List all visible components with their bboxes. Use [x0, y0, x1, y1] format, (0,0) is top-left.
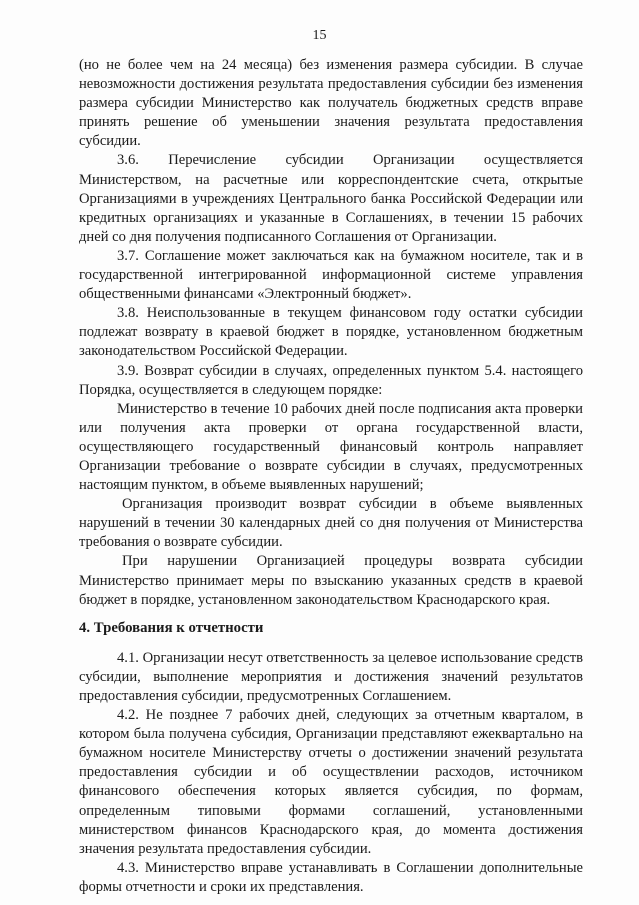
paragraph-3-6: 3.6. Перечисление субсидии Организации осуществляется Министерством, на расчетные или корреспондентские счета, открытые Организациями в учреждениях Центрального банка Российской Федерации или кредитных организациях и указанные в Соглашениях, в течении 15 рабочих дней со дня получения подписанного Соглашения от Организации.	[79, 152, 583, 245]
section-heading: 4. Требования к отчетности	[79, 619, 264, 636]
paragraph-4-3: 4.3. Министерство вправе устанавливать в Соглашении дополнительные формы отчетности и сроки их представления.	[79, 859, 583, 895]
paragraph-3-9: 3.9. Возврат субсидии в случаях, определенных пунктом 5.4. настоящего Порядка, осуществляется в следующем порядке:	[79, 362, 583, 398]
paragraph-continuation: (но не более чем на 24 месяца) без изменения размера субсидии. В случае невозможности достижения результата предоставления субсидии без изменения размера субсидии Министерство как получатель бюджетных средств вправе принять решение об уменьшении значения результата предоставления субсидии.	[79, 57, 583, 150]
page-number: 15	[312, 28, 327, 43]
paragraph-3-8: 3.8. Неиспользованные в текущем финансовом году остатки субсидии подлежат возврату в краевой бюджет в порядке, установленном бюджетным законодательством Российской Федерации.	[79, 305, 583, 360]
paragraph-3-9-step-3: При нарушении Организацией процедуры возврата субсидии Министерство принимает меры по взысканию указанных средств в краевой бюджет в порядке, установленном законодательством Краснодарского края.	[79, 553, 583, 608]
paragraph-3-9-step-2: Организация производит возврат субсидии в объеме выявленных нарушений в течении 30 календарных дней со дня получения от Министерства требования о возврате субсидии.	[79, 496, 583, 551]
document-body	[79, 56, 583, 897]
paragraph-3-7: 3.7. Соглашение может заключаться как на бумажном носителе, так и в государственной интегрированной информационной системе управления общественными финансами «Электронный бюджет».	[79, 247, 583, 303]
paragraph-4-2: 4.2. Не позднее 7 рабочих дней, следующих за отчетным кварталом, в котором была получена субсидия, Организации представляют ежеквартально на бумажном носителе Министерству отчеты о достижении значений результата предоставления субсидии и об осуществлении расходов, источником финансового обеспечения которых является субсидия, по формам, определенным типовыми формами соглашений, установленными министерством финансов Краснодарского края, до момента достижения значения результата предоставления субсидии.	[79, 707, 583, 857]
paragraph-3-9-step-1: Министерство в течение 10 рабочих дней после подписания акта проверки или получения акта проверки от органа государственной власти, осуществляющего государственный финансовый контроль направляет Организации требование о возврате субсидии в случаях, предусмотренных настоящим пунктом, в объеме выявленных нарушений;	[79, 400, 583, 494]
paragraph-4-1: 4.1. Организации несут ответственность за целевое использование средств субсидии, выполнение мероприятия и достижения значений результатов предоставления субсидии, предусмотренных Соглашением.	[79, 649, 583, 704]
